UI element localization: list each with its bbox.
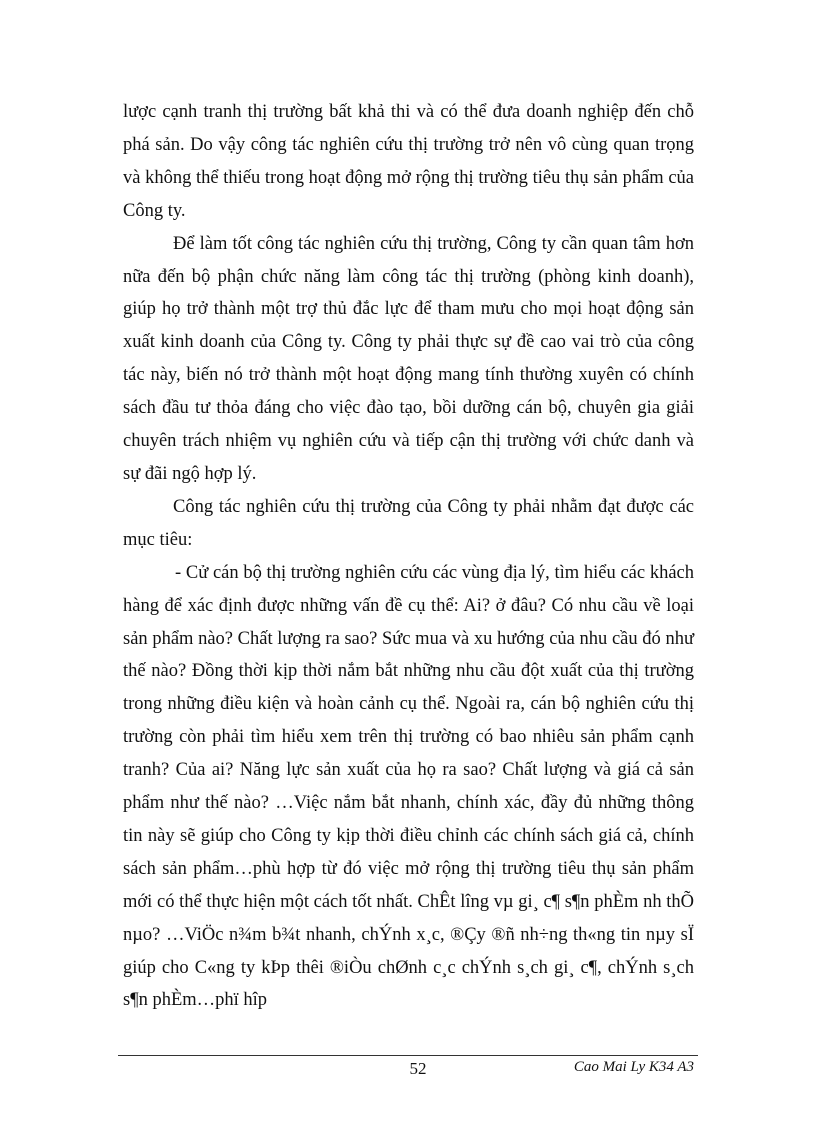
body-text	[123, 96, 694, 1017]
footer-divider	[118, 1055, 698, 1056]
paragraph-continuation: lược cạnh tranh thị trường bất khả thi và có thể đưa doanh nghiệp đến chỗ phá sản. Do vậy công tác nghiên cứu thị trường trở nên vô cùng quan trọng và không thể thiếu trong hoạt động mở rộng thị trường tiêu thụ sản phẩm của Công ty.	[123, 102, 694, 221]
footer-author: Cao Mai Ly K34 A3	[573, 1059, 694, 1075]
paragraph-market-research-department: Để làm tốt công tác nghiên cứu thị trường, Công ty cần quan tâm hơn nữa đến bộ phận chức năng làm công tác thị trường (phòng kinh doanh), giúp họ trở thành một trợ thủ đắc lực để tham mưu cho mọi hoạt động sản xuất kinh doanh của Công ty. Công ty phải thực sự đề cao vai trò của công tác này, biến nó trở thành một hoạt động mang tính thường xuyên có chính sách đầu tư thỏa đáng cho việc đào tạo, bồi dưỡng cán bộ, chuyên gia giải chuyên trách nhiệm vụ nghiên cứu và tiếp cận thị trường với chức danh và sự đãi ngộ hợp lý.	[123, 233, 694, 484]
page-number: 52	[409, 1059, 427, 1078]
paragraph-objective-item: - Cử cán bộ thị trường nghiên cứu các vùng địa lý, tìm hiểu các khách hàng để xác định được những vấn đề cụ thể: Ai? ở đâu? Có nhu cầu về loại sản phẩm nào? Chất lượng ra sao? Sức mua và xu hướng của nhu cầu đó như thế nào? Đồng thời kịp thời nắm bắt những nhu cầu đột xuất của thị trường trong những điều kiện và hoàn cảnh cụ thể. Ngoài ra, cán bộ nghiên cứu thị trường còn phải tìm hiểu xem trên thị trường có bao nhiêu sản phẩm cạnh tranh? Của ai? Năng lực sản xuất của họ ra sao? Chất lượng và giá cả sản phẩm như thế nào? …Việc nắm bắt nhanh, chính xác, đầy đủ những thông tin này sẽ giúp cho Công ty kịp thời điều chỉnh các chính sách giá cả, chính sách sản phẩm…phù hợp từ đó việc mở rộng thị trường tiêu thụ sản phẩm mới có thể thực hiện một cách tốt nhất. ChÊt lîng vµ gi¸ c¶ s¶n phÈm nh thÕ nµo? …ViÖc n¾m b¾t nhanh, chÝnh x¸c, ®Çy ®ñ nh÷ng th«ng tin nµy sÏ giúp cho C«ng ty kÞp thêi ®iÒu chØnh c¸c chÝnh s¸ch gi¸ c¶, chÝnh s¸ch s¶n phÈm…phï hîp	[123, 562, 694, 1011]
paragraph-objectives-intro: Công tác nghiên cứu thị trường của Công ty phải nhằm đạt được các mục tiêu:	[123, 496, 694, 550]
